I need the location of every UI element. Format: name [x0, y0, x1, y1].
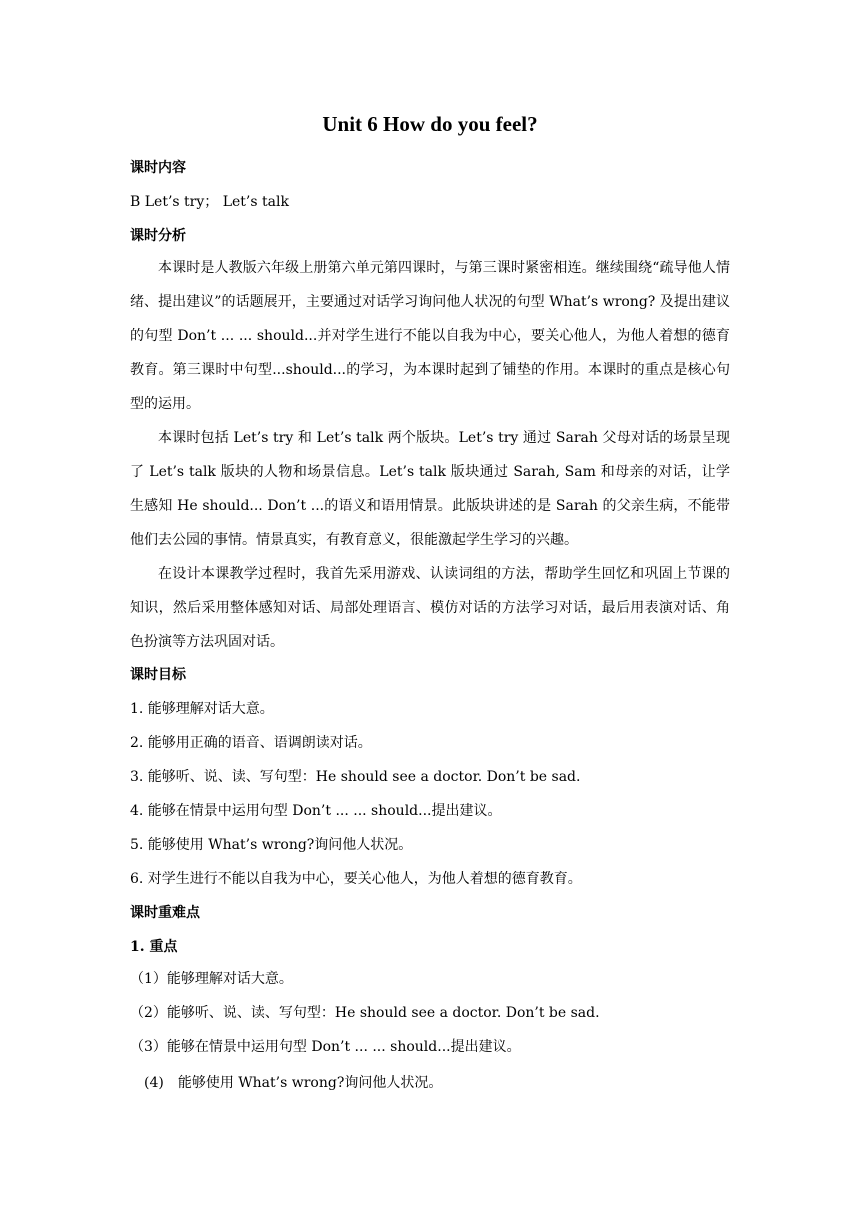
key-sub-heading: 1. 重点: [130, 939, 178, 955]
key-point: （1）能够理解对话大意。: [130, 971, 293, 987]
content-text: B Let’s try； Let’s talk: [130, 194, 289, 210]
document-title: Unit 6 How do you feel?: [322, 112, 538, 136]
goal-item: 4. 能够在情景中运用句型 Don’t ... ... should...提出建议。: [130, 803, 502, 819]
goal-item: 3. 能够听、说、读、写句型：He should see a doctor. Don’t be sad.: [130, 769, 581, 785]
analysis-paragraph-1: 本课时是人教版六年级上册第六单元第四课时，与第三课时紧密相连。继续围绕“疏导他人情绪、提出建议”的话题展开，主要通过对话学习询问他人状况的句型 What’s wrong? 及提出建议的句型 Don’t ... ... should...并对学生进行不能以自我为中心，要关心他人，为他人着想的德育教育。第三课时中句型...should...的学习，为本课时起到了铺垫的作用。本课时的重点是核心句型的运用。: [130, 260, 730, 412]
goal-item: 5. 能够使用 What’s wrong?询问他人状况。: [130, 837, 413, 853]
analysis-body: [130, 251, 730, 659]
goal-item: 1. 能够理解对话大意。: [130, 701, 274, 717]
key-point: (4) 能够使用 What’s wrong?询问他人状况。: [144, 1075, 443, 1091]
key-point: （2）能够听、说、读、写句型：He should see a doctor. Don’t be sad.: [130, 1005, 600, 1021]
goal-item: 6. 对学生进行不能以自我为中心，要关心他人，为他人着想的德育教育。: [130, 871, 582, 887]
analysis-heading: 课时分析: [130, 228, 186, 244]
key-heading: 课时重难点: [130, 905, 200, 921]
analysis-paragraph-2: 本课时包括 Let’s try 和 Let’s talk 两个版块。Let’s try 通过 Sarah 父母对话的场景呈现了 Let’s talk 版块的人物和场景信息。Let’s talk 版块通过 Sarah, Sam 和母亲的对话，让学生感知 He should... Don’t ...的语义和语用情景。此版块讲述的是 Sarah 的父亲生病，不能带他们去公园的事情。情景真实，有教育意义，很能激起学生学习的兴趣。: [130, 430, 730, 548]
key-point: （3）能够在情景中运用句型 Don’t ... ... should...提出建议。: [130, 1039, 521, 1055]
goals-heading: 课时目标: [130, 667, 186, 683]
goal-item: 2. 能够用正确的语音、语调朗读对话。: [130, 735, 372, 751]
analysis-paragraph-3: 在设计本课教学过程时，我首先采用游戏、认读词组的方法，帮助学生回忆和巩固上节课的知识，然后采用整体感知对话、局部处理语言、模仿对话的方法学习对话，最后用表演对话、角色扮演等方法巩固对话。: [130, 566, 730, 650]
content-heading: 课时内容: [130, 160, 186, 176]
